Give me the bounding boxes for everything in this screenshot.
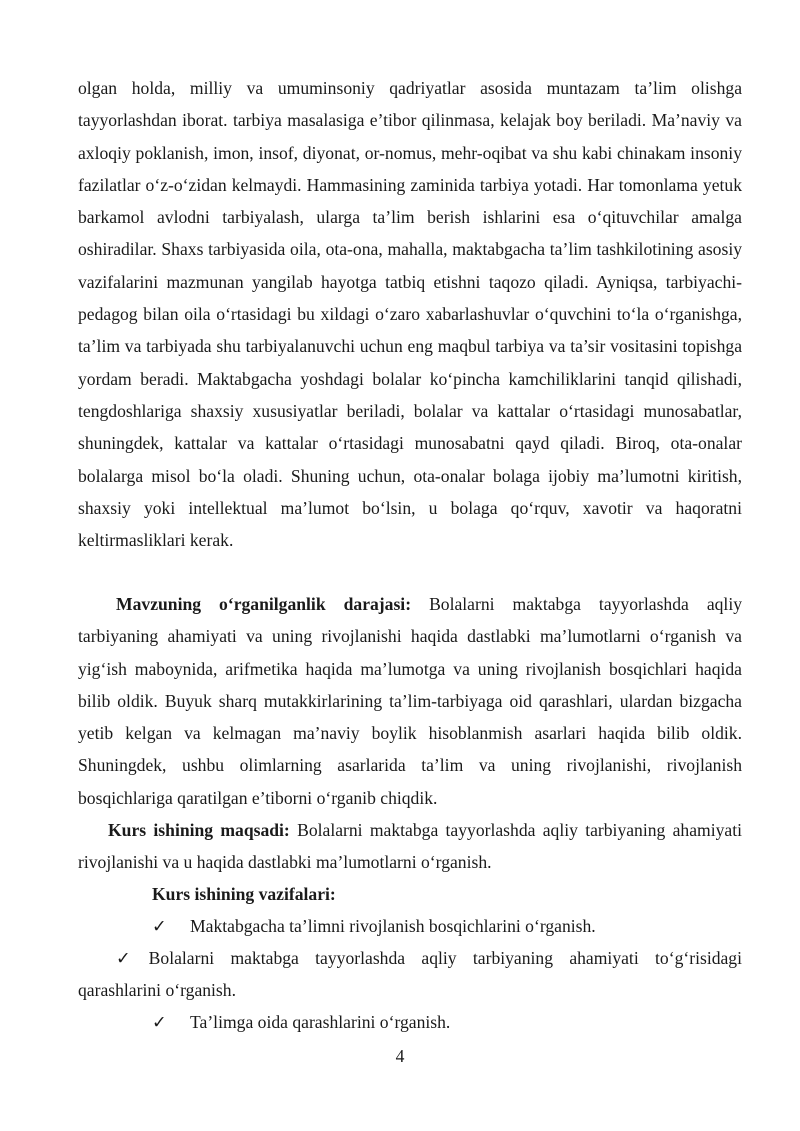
checkmark-icon: ✓ (116, 948, 143, 968)
study-level-text: Bolalarni maktabga tayyorlashda aqliy tarbiyaning ahamiyati va uning rivojlanishi haqida dastlabki ma’lumotlarni o‘rganish va yig‘ish maboynida, arifmetika haqida ma’lumotga va uning rivojlanish bosqichlari haqida bilib oldik. Buyuk sharq mutakkirlarining ta’lim-tarbiyaga oid qarashlari, ulardan bizgacha yetib kelgan va kelmagan ma’naviy boylik hisoblanmish asarlari haqida bilib oldik. Shuningdek, ushbu olimlarning asarlarida ta’lim va uning rivojlanishi, rivojlanish bosqichlariga qaratilgan e’tiborni o‘rganib chiqdik. (78, 594, 743, 808)
checkmark-icon: ✓ (152, 916, 167, 936)
task-list-item (78, 942, 742, 1007)
course-goal-text: Bolalarni maktabga tayyorlashda aqliy tarbiyaning ahamiyati rivojlanishi va u haqida dastlabki ma’lumotlarni o‘rganish. (78, 820, 742, 873)
study-level-label: Mavzuning o‘rganilganlik darajasi: (116, 594, 412, 614)
task-item-text: Maktabgacha ta’limni rivojlanish bosqichlarini o‘rganish. (190, 916, 596, 936)
task-item-text: Bolalarni maktabga tayyorlashda aqliy tarbiyaning ahamiyati to‘g‘risidagi qarashlarini o‘rganish. (78, 948, 742, 1001)
paragraph-study-level (78, 588, 742, 814)
page-number: 4 (395, 1046, 405, 1066)
task-item-text: Ta’limga oida qarashlarini o‘rganish. (190, 1012, 451, 1032)
paragraph-course-goal (78, 814, 742, 879)
task-list-item (152, 1006, 450, 1038)
checkmark-icon: ✓ (152, 1012, 167, 1032)
task-list-item (152, 910, 596, 942)
tasks-heading: Kurs ishining vazifalari: (152, 884, 336, 904)
paragraph-intro: olgan holda, milliy va umuminsoniy qadriyatlar asosida muntazam ta’lim olishga tayyorlashdan iborat. tarbiya masalasiga e’tibor qilinmasa, kelajak boy beriladi. Ma’naviy va axloqiy poklanish, imon, insof, diyonat, or-nomus, mehr-oqibat va shu kabi chinakam insoniy fazilatlar o‘z-o‘zidan kelmaydi. Hammasining zaminida tarbiya yotadi. Har tomonlama yetuk barkamol avlodni tarbiyalash, ularga ta’lim berish ishlarini esa o‘qituvchilar amalga oshiradilar. Shaxs tarbiyasida oila, ota-ona, mahalla, maktabgacha ta’lim tashkilotining asosiy vazifalarini mazmunan yangilab hayotga tatbiq etishni taqozo qiladi. Ayniqsa, tarbiyachi-pedagog bilan oila o‘rtasidagi bu xildagi o‘zaro xabarlashuvlar o‘quvchini to‘la o‘rganishga, ta’lim va tarbiyada shu tarbiyalanuvchi uchun eng maqbul tarbiya va ta’sir vositasini topishga yordam beradi. Maktabgacha yoshdagi bolalar ko‘pincha kamchiliklarini tanqid qilishadi, tengdoshlariga shaxsiy xususiyatlar beriladi, bolalar va kattalar o‘rtasidagi munosabatlar, shuningdek, kattalar va kattalar o‘rtasidagi munosabatni qayd qiladi. Biroq, ota-onalar bolalarga misol bo‘la oladi. Shuning uchun, ota-onalar bolaga ijobiy ma’lumotni kiritish, shaxsiy yoki intellektual ma’lumot bo‘lsin, u bolaga qo‘rquv, xavotir va haqoratni keltirmasliklari kerak. (78, 78, 742, 551)
course-goal-label: Kurs ishining maqsadi: (108, 820, 290, 840)
